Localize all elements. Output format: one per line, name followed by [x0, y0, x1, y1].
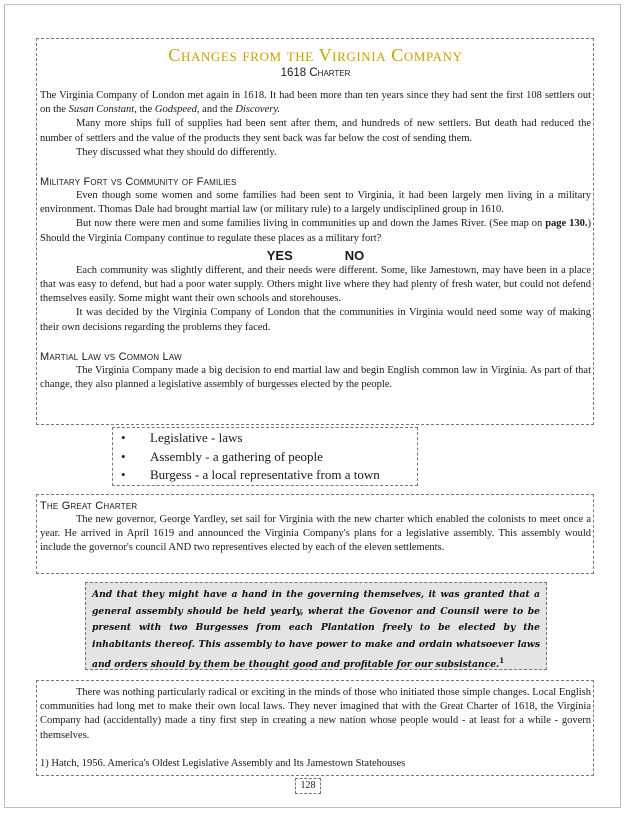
- ship-name-discovery: Discovery.: [235, 104, 281, 116]
- military-paragraph-1: Even though some women and some families had been sent to Virginia, it had been largely men living in a military environment. Thomas Dale had brought martial law (or military rule) to a largely undisciplined group in 1610.: [40, 190, 591, 216]
- closing-paragraph: There was nothing particularly radical or exciting in the minds of those who initiated those simple changes. Local English communities had long met to make their own local laws. They never imagined that with the Great Charter of 1618, the Virginia Company had (accidentally) made a tiny first step in creating a new nation whose people would - at least for a while - govern themselves.: [40, 687, 591, 741]
- section-heading-martial-law: Martial Law vs Common Law: [40, 350, 182, 363]
- intro-paragraph-3: They discussed what they should do differently.: [76, 146, 277, 158]
- vocabulary-box: [112, 427, 418, 486]
- list-item: • Burgess - a local representative from a town: [117, 466, 417, 485]
- list-item: • Assembly - a gathering of people: [117, 448, 417, 467]
- charter-paragraph-1: The new governor, George Yardley, set sail for Virginia with the new charter which enabled the colonists to meet once a year. He arrived in April 1619 and announced the Virginia Company's plans for a legislative assembly. This assembly would include the governor's council AND two representives elected by each of the eleven settlements.: [40, 514, 591, 554]
- page-number: 128: [295, 778, 321, 794]
- footnote-marker: 1: [499, 656, 505, 666]
- footnote-citation: 1) Hatch, 1956. America's Oldest Legislative Assembly and Its Jamestown Statehouses: [40, 757, 406, 769]
- page-title: Changes from the Virginia Company: [168, 45, 463, 65]
- vocabulary-list: [117, 429, 417, 485]
- section-heading-great-charter: The Great Charter: [40, 500, 138, 512]
- ship-name-godspeed: Godspeed: [154, 104, 197, 116]
- list-item: • Legislative - laws: [117, 429, 417, 448]
- historical-quote: [85, 582, 547, 670]
- no-option: NO: [344, 247, 365, 263]
- military-paragraph-2: But now there were men and some families living in communities up and down the James River. (See map on page 130.) Should the Virginia Company continue to regulate these places as a military fort?: [40, 218, 591, 244]
- main-content-box: [36, 38, 594, 425]
- page-reference: page 130.: [545, 218, 588, 230]
- quote-text: And that they might have a hand in the governing themselves, it was granted that a general assembly should be held yearly, wherat the Govenor and Counsil were to be present with two Burgesses from each Plantation freely to be elected by the inhabitants thereof. This assembly to have power to make and ordain whatsoever laws and orders should by them be thought good and profitable for our subsistance.: [92, 589, 540, 671]
- page-subtitle: 1618 Charter: [280, 67, 351, 79]
- military-paragraph-3: Each community was slightly different, and their needs were different. Some, like Jamestown, may have been in a place that was easy to defend, but had a poor water supply. Others might live where they had plenty of fresh water, but could not defend themselves easily. Some might want their own schools and storehouses.: [40, 264, 591, 305]
- intro-paragraph-2: Many more ships full of supplies had been sent after them, and hundreds of new settlers. But death had reduced the number of settlers and the value of the products they sent back was far below the cost of sending them.: [40, 118, 591, 144]
- martial-paragraph-1: The Virginia Company made a big decision to end martial law and begin English common law in Virginia. As part of that change, they also planned a legislative assembly of burgesses elected by the people.: [40, 364, 591, 391]
- section-heading-military: Military Fort vs Community of Families: [40, 176, 237, 189]
- closing-box: [36, 680, 594, 776]
- yes-no-prompt: [40, 248, 591, 263]
- military-paragraph-4: It was decided by the Virginia Company of London that the communities in Virginia would need some way of making their own decisions regarding the problems they faced.: [40, 307, 591, 333]
- intro-paragraph-1: The Virginia Company of London met again in 1618. It had been more than ten years since they had sent the first 108 settlers out on the Susan Constant, the Godspeed, and the Discovery.: [40, 90, 591, 116]
- yes-option: YES: [266, 247, 293, 263]
- great-charter-box: [36, 494, 594, 574]
- ship-name-susan-constant: Susan Constant: [68, 104, 135, 116]
